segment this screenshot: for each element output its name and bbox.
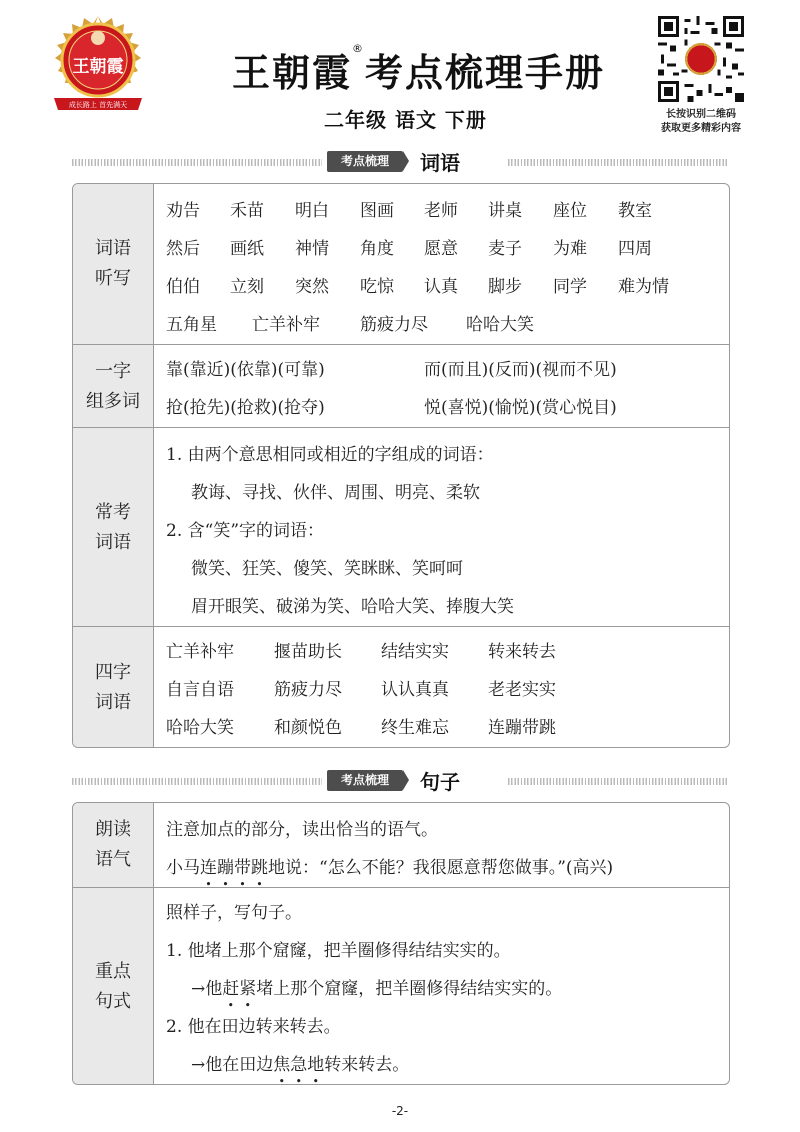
- dotted-rule: [508, 159, 728, 166]
- word: 亡羊补牢: [252, 315, 320, 335]
- section-badge: 考点梳理: [327, 770, 403, 791]
- table-row: [73, 887, 729, 1085]
- word: 揠苗助长: [274, 642, 342, 662]
- words-table: [72, 183, 730, 748]
- text-line: 教诲、寻找、伙伴、周围、明亮、柔软: [191, 483, 480, 503]
- page-number: -2-: [391, 1104, 409, 1118]
- qr-caption: [642, 108, 760, 136]
- row-label-line: 重点: [95, 960, 131, 982]
- word: 四周: [618, 239, 652, 259]
- text-line: 2. 含“笑”字的词语：: [166, 521, 325, 541]
- answer-sentence: [191, 1050, 409, 1075]
- word: 座位: [553, 201, 587, 221]
- title-text: 考点梳理手册: [365, 51, 606, 95]
- dotted-rule: [72, 778, 322, 785]
- row-label: [73, 184, 154, 344]
- row-label-line: 组多词: [86, 390, 140, 412]
- dotted-char: 地: [307, 1055, 325, 1075]
- word: 为难: [553, 239, 587, 259]
- dotted-char: 赶: [222, 979, 240, 999]
- row-label-line: 句式: [95, 990, 131, 1012]
- word: 哈哈大笑: [166, 718, 234, 738]
- word: 教室: [618, 201, 652, 221]
- word: 转来转去: [488, 642, 556, 662]
- sentence-part: 地说：“怎么不能？我很愿意帮您做事。”(高兴): [268, 858, 614, 878]
- word: 和颜悦色: [274, 718, 342, 738]
- word: 难为情: [618, 277, 669, 297]
- row-label-line: 一字: [95, 360, 131, 382]
- dotted-char: 跳: [251, 858, 268, 878]
- text-line: 微笑、狂笑、傻笑、笑眯眯、笑呵呵: [191, 559, 463, 579]
- word-group: 抢(抢先)(抢救)(抢夺): [166, 398, 325, 418]
- registered-mark: ®: [352, 42, 366, 55]
- word: 神情: [295, 239, 329, 259]
- dotted-char: 带: [234, 858, 251, 878]
- word: 明白: [295, 201, 329, 221]
- text-line: 眉开眼笑、破涕为笑、哈哈大笑、捧腹大笑: [191, 597, 514, 617]
- word: 脚步: [488, 277, 522, 297]
- section-heading-sentences: [72, 769, 728, 793]
- dotted-char: 焦: [273, 1055, 291, 1075]
- example-sentence: [166, 853, 613, 878]
- qr-code-icon[interactable]: [658, 16, 744, 102]
- sentence-part: →他在田边: [191, 1055, 274, 1075]
- logo-banner-text: 成长路上 首先满天: [68, 101, 128, 109]
- word: 筋疲力尽: [360, 315, 428, 335]
- instruction-line: 照样子，写句子。: [166, 903, 302, 923]
- word: 禾苗: [230, 201, 264, 221]
- example-sentence: 2. 他在田边转来转去。: [166, 1017, 341, 1037]
- word: 突然: [295, 277, 329, 297]
- table-row: [73, 803, 729, 887]
- word: 筋疲力尽: [274, 680, 342, 700]
- word: 认真: [424, 277, 458, 297]
- brand-name: 王朝霞: [232, 51, 353, 95]
- word: 然后: [166, 239, 200, 259]
- answer-sentence: [191, 974, 562, 999]
- table-row: [73, 626, 729, 748]
- grade-subtitle: 二年级 语文 下册: [324, 108, 487, 132]
- table-row: [73, 184, 729, 344]
- section-title: 句子: [420, 770, 460, 794]
- word: 亡羊补牢: [166, 642, 234, 662]
- sentence-part: 堵上那个窟窿，把羊圈修得结结实实的。: [256, 979, 563, 999]
- word: 五角星: [166, 315, 217, 335]
- row-label-line: 常考: [95, 501, 131, 523]
- dotted-rule: [508, 778, 728, 785]
- row-label-line: 词语: [95, 238, 131, 259]
- word: 同学: [553, 277, 587, 297]
- dotted-char: 连: [200, 858, 217, 878]
- sentence-part: 转来转去。: [324, 1055, 410, 1075]
- qr-caption-line: 获取更多精彩内容: [661, 123, 741, 134]
- logo-text: 王朝霞: [72, 57, 124, 77]
- section-badge: 考点梳理: [327, 151, 403, 172]
- word: 哈哈大笑: [466, 315, 534, 335]
- row-label: [73, 345, 154, 428]
- row-label: [73, 803, 154, 887]
- word: 老师: [424, 201, 458, 221]
- word: 连蹦带跳: [488, 718, 556, 738]
- row-label-line: 朗读: [95, 819, 131, 840]
- example-sentence: 1. 他堵上那个窟窿，把羊圈修得结结实实的。: [166, 941, 511, 961]
- row-label-line: 四字: [95, 661, 131, 683]
- word: 劝告: [166, 201, 200, 221]
- table-row: [73, 344, 729, 428]
- word: 结结实实: [381, 642, 449, 662]
- row-label: [73, 888, 154, 1085]
- word: 自言自语: [166, 680, 234, 700]
- word: 立刻: [230, 277, 264, 297]
- row-label-line: 词语: [95, 691, 131, 713]
- word: 画纸: [230, 239, 264, 259]
- instruction-line: 注意加点的部分，读出恰当的语气。: [166, 820, 438, 840]
- emphasis-dotted: [222, 979, 256, 999]
- brand-logo: [48, 14, 148, 116]
- word-group: 靠(靠近)(依靠)(可靠): [166, 360, 325, 380]
- section-heading-words: [72, 150, 728, 174]
- word: 终生难忘: [381, 718, 449, 738]
- word: 老老实实: [488, 680, 556, 700]
- word: 讲桌: [488, 201, 522, 221]
- word: 麦子: [488, 239, 522, 259]
- dotted-char: 紧: [239, 979, 257, 999]
- section-title: 词语: [420, 151, 460, 175]
- row-label-line: 语气: [95, 849, 131, 870]
- row-label: [73, 428, 154, 627]
- dotted-char: 蹦: [217, 858, 234, 878]
- row-label: [73, 627, 154, 748]
- row-label-line: 听写: [95, 268, 131, 289]
- emphasis-dotted: [273, 1055, 324, 1075]
- word: 角度: [360, 239, 394, 259]
- word: 吃惊: [360, 277, 394, 297]
- dotted-char: 急: [290, 1055, 308, 1075]
- word: 愿意: [424, 239, 458, 259]
- dotted-rule: [72, 159, 322, 166]
- word: 图画: [360, 201, 394, 221]
- page-title: [232, 42, 605, 97]
- sentence-part: 小马: [166, 858, 200, 878]
- emphasis-dotted: [200, 858, 268, 878]
- word: 伯伯: [166, 277, 200, 297]
- word-group: 而(而且)(反而)(视而不见): [424, 360, 617, 380]
- sentences-table: [72, 802, 730, 1085]
- table-row: [73, 427, 729, 627]
- text-line: 1. 由两个意思相同或相近的字组成的词语：: [166, 445, 494, 465]
- word: 认认真真: [381, 680, 449, 700]
- qr-caption-line: 长按识别二维码: [666, 109, 736, 120]
- sentence-part: →他: [191, 979, 223, 999]
- word-group: 悦(喜悦)(愉悦)(赏心悦目): [424, 398, 617, 418]
- row-label-line: 词语: [95, 531, 131, 553]
